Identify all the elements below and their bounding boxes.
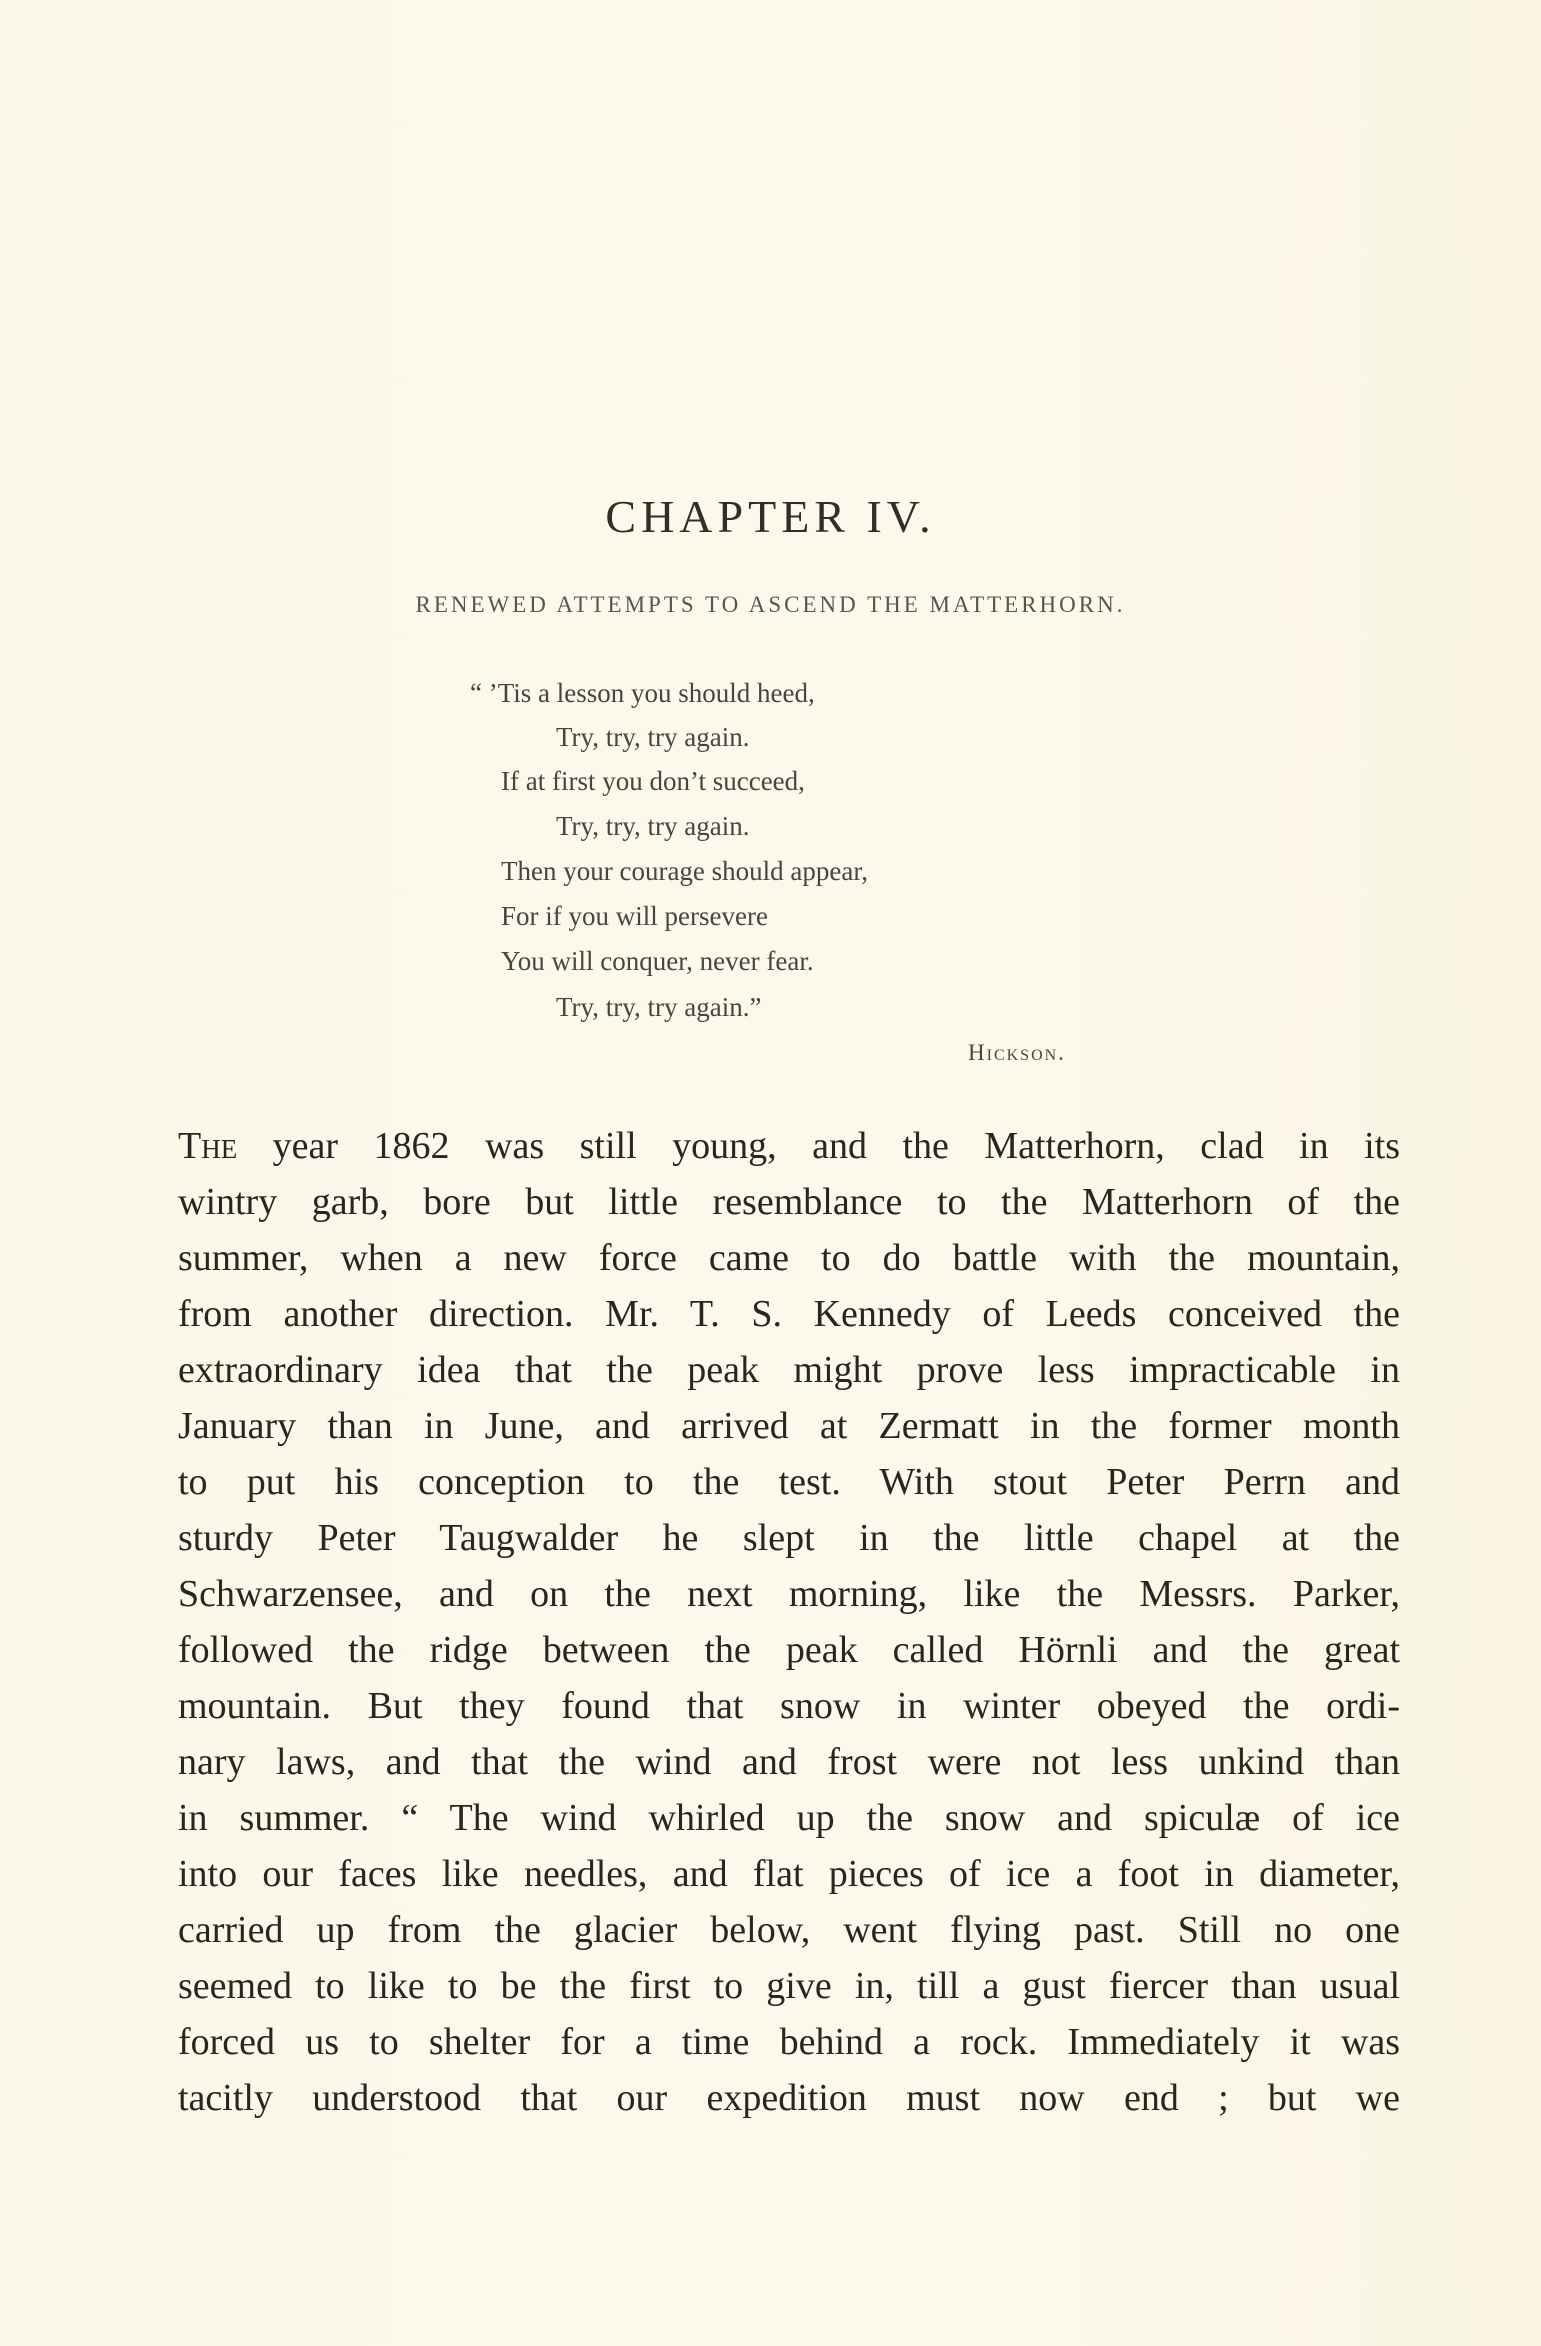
body-line: summer, when a new force came to do battle with the mountain, <box>178 1237 1400 1279</box>
lead-word: The <box>178 1125 238 1167</box>
chapter-title: CHAPTER IV. <box>605 491 936 542</box>
epigraph-line: Try, try, try again. <box>556 722 750 752</box>
body-line: in summer. “ The wind whirled up the snow and spiculæ of ice <box>178 1797 1400 1839</box>
epigraph-line: You will conquer, never fear. <box>501 946 814 976</box>
epigraph-line: Try, try, try again.” <box>556 992 762 1022</box>
body-line: followed the ridge between the peak called Hörnli and the great <box>178 1629 1400 1671</box>
body-line: extraordinary idea that the peak might prove less impracticable in <box>178 1349 1400 1391</box>
epigraph-attribution: Hickson. <box>968 1040 1066 1065</box>
body-line <box>178 1118 1400 1174</box>
body-paragraph <box>178 1118 1400 2126</box>
body-line: seemed to like to be the first to give in, till a gust fiercer than usual <box>178 1965 1400 2007</box>
body-line: nary laws, and that the wind and frost were not less unkind than <box>178 1741 1400 1783</box>
epigraph-line: Try, try, try again. <box>556 811 750 841</box>
body-line: January than in June, and arrived at Zermatt in the former month <box>178 1405 1400 1447</box>
body-line: tacitly understood that our expedition must now end ; but we <box>178 2077 1400 2119</box>
body-line: into our faces like needles, and flat pieces of ice a foot in diameter, <box>178 1853 1400 1895</box>
epigraph-line: If at first you don’t succeed, <box>501 766 805 796</box>
epigraph-line: For if you will persevere <box>501 901 768 931</box>
body-line: wintry garb, bore but little resemblance to the Matterhorn of the <box>178 1181 1400 1223</box>
epigraph-line: Then your courage should appear, <box>501 856 869 886</box>
body-line: mountain. But they found that snow in winter obeyed the ordi- <box>178 1685 1400 1727</box>
body-line: Schwarzensee, and on the next morning, like the Messrs. Parker, <box>178 1573 1400 1615</box>
epigraph-line: “ ’Tis a lesson you should heed, <box>470 678 815 708</box>
body-line: forced us to shelter for a time behind a rock. Immediately it was <box>178 2021 1400 2063</box>
body-line: from another direction. Mr. T. S. Kennedy of Leeds conceived the <box>178 1293 1400 1335</box>
body-line: sturdy Peter Taugwalder he slept in the little chapel at the <box>178 1517 1400 1559</box>
body-line-text: year 1862 was still young, and the Matterhorn, clad in its <box>237 1125 1400 1167</box>
body-line: to put his conception to the test. With stout Peter Perrn and <box>178 1461 1400 1503</box>
body-line: carried up from the glacier below, went flying past. Still no one <box>178 1909 1400 1951</box>
chapter-subtitle: RENEWED ATTEMPTS TO ASCEND THE MATTERHORN. <box>415 592 1126 617</box>
